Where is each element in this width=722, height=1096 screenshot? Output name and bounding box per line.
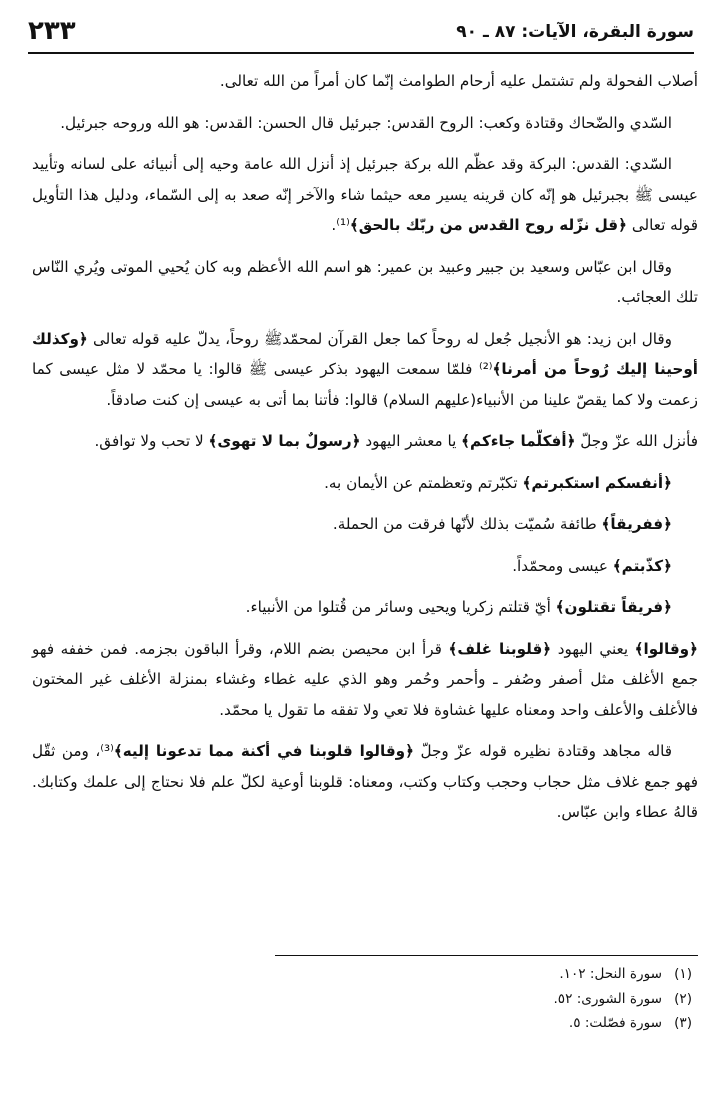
paragraph: [32, 426, 698, 457]
quran-quote: ﴿قلوبنا غلف﴾: [448, 639, 552, 658]
paragraph: [32, 468, 698, 499]
text-run: أيّ قتلتم زكريا ويحيى وسائر من قُتلوا من الأنبياء.: [245, 598, 556, 616]
page-number: ٢٣٣: [28, 16, 76, 46]
footnote-text: سورة فصّلت: ٥.: [568, 1015, 662, 1031]
quran-quote: ﴿وكذلك أوحينا إليك رُوحاً من أمرنا﴾: [32, 329, 698, 378]
running-header: [28, 14, 694, 50]
footnote-mark: (١): [674, 966, 692, 982]
header-title: سورة البقرة، الآيات: ٨٧ ـ ٩٠: [456, 22, 694, 42]
text-run: السّدي والضّحاك وقتادة وكعب: الروح القدس: جبرئيل قال الحسن: القدس: هو الله وروحه جبرئيل.: [60, 113, 672, 132]
text-run: ⁽¹⁾.: [331, 216, 350, 234]
quran-quote: ﴿فريقاً تقتلون﴾: [555, 598, 672, 616]
quran-quote: ﴿ففريقاً﴾: [601, 515, 672, 533]
text-run: قرأ ابن محيصن بضم اللام، وقرأ الباقون بجزمه. فمن خففه فهو جمع الأغلف مثل أصفر وصُفر ـ وأحمر وحُمر وهو الذي عليه غطاء وغشاء بمنزلة الأغلف غير المختون فالأغلف والأعلف واحد ومعناه عليها غشاوة فلا تعي ولا تفقه ما تقول يا محمّد.: [32, 639, 698, 719]
paragraph: [32, 592, 698, 623]
quran-quote: ﴿وقالوا قلوبنا في أكنة مما تدعونا إليه﴾: [113, 742, 414, 760]
quran-quote: ﴿أنفسكم استكبرتم﴾: [522, 473, 672, 492]
paragraph: [32, 252, 698, 313]
quran-quote: ﴿قل نزّله روح القدس من ربّك بالحق﴾: [349, 216, 627, 234]
footnote-text: سورة الشورى: ٥٢.: [553, 990, 662, 1007]
text-run: وقال ابن عبّاس وسعيد بن جبير وعبيد بن عمير: هو اسم الله الأعظم وبه كان يُحيي الموتى ويُري النّاس تلك العجائب.: [32, 257, 698, 306]
quran-quote: ﴿وقالوا﴾: [634, 639, 698, 658]
text-run: يعني اليهود: [551, 639, 635, 658]
text-run: ⁽²⁾ فلمّا سمعت اليهود بذكر عيسى ﷺ قالوا: يا محمّد لا مثل عيسى كما زعمت ولا كما يقصّ علينا من الأنبياء(عليهم السلام) قالوا: فأتنا بما أتى به عيسى إن كنت صادقاً.: [32, 360, 698, 409]
quran-quote: ﴿أفكلّما جاءكم﴾: [461, 432, 576, 450]
footnotes: [553, 962, 692, 1036]
footnote: [553, 1011, 692, 1036]
paragraph: [32, 509, 698, 540]
header-rule: [28, 52, 694, 54]
text-run: لا تحب ولا توافق.: [94, 432, 209, 450]
text-run: ⁽³⁾، ومن ثقّل فهو جمع غلاف مثل حجاب وحجب وكتاب وكتب، ومعناه: قلوبنا أوعية لكلّ علم فلا نحتاج إلى علمك وكتابك. قالهُ عطاء وابن عبّاس.: [32, 742, 698, 821]
quran-quote: ﴿كذّبتم﴾: [612, 556, 672, 575]
text-run: أصلاب الفحولة ولم تشتمل عليه أرحام الطوامث إنّما كان أمراً من الله تعالى.: [219, 72, 698, 90]
paragraph: [32, 736, 698, 828]
paragraph: [32, 66, 698, 97]
text-run: قاله مجاهد وقتادة نظيره قوله عزّ وجلّ: [414, 742, 673, 760]
text-run: تكبّرتم وتعظمتم عن الأيمان به.: [324, 473, 523, 492]
text-run: طائفة سُميّت بذلك لأنّها فرقت من الحملة.: [332, 515, 602, 533]
footnote: [553, 962, 692, 987]
paragraph: [32, 324, 698, 416]
footnote-mark: (٣): [674, 1015, 692, 1031]
text-run: وقال ابن زيد: هو الأنجيل جُعل له روحاً كما جعل القرآن لمحمّدﷺ روحاً، يدلّ عليه قوله تعالى: [87, 329, 672, 348]
paragraph: [32, 149, 698, 241]
paragraph: [32, 634, 698, 726]
footnote-rule: [275, 955, 698, 956]
text-run: يا معشر اليهود: [360, 432, 462, 450]
body-text: [32, 66, 698, 839]
footnote-mark: (٢): [674, 990, 692, 1007]
quran-quote: ﴿رسولٌ بما لا تهوى﴾: [208, 432, 361, 450]
text-run: السّدي: القدس: البركة وقد عظّم الله بركة جبرئيل إذ أنزل الله عامة وحيه إلى أنبيائه على لسانه وتأييد عيسى ﷺ بجبرئيل هو إنّه كان قرينه يسير معه حيثما شاء والآخر إنّه صعد به إلى السّماء، ودليل هذا التأويل قوله تعالى: [32, 155, 698, 234]
text-run: عيسى ومحمّداً.: [512, 556, 613, 575]
paragraph: [32, 551, 698, 582]
paragraph: [32, 108, 698, 139]
footnote-text: سورة النحل: ١٠٢.: [559, 966, 662, 982]
footnote: [553, 987, 692, 1012]
text-run: فأنزل الله عزّ وجلّ: [575, 432, 698, 450]
